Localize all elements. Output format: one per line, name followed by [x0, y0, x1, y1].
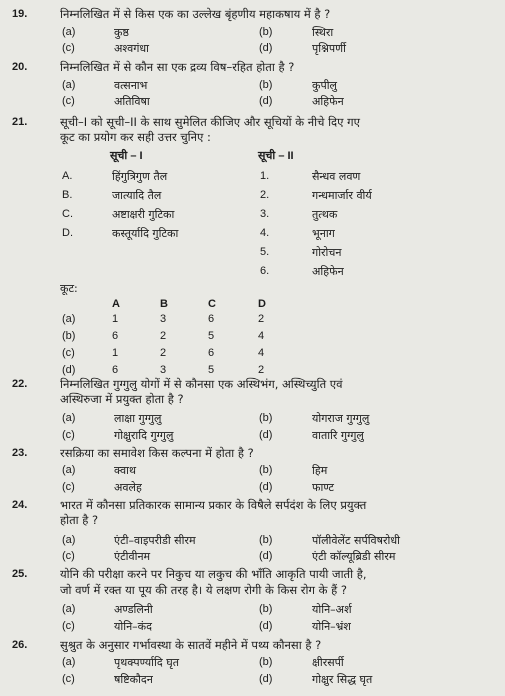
question-number: 23.	[12, 447, 28, 459]
option-label: (b)	[259, 656, 273, 668]
option-label: (a)	[62, 603, 76, 615]
question-number: 26.	[12, 639, 28, 651]
list1-item: हिंगुत्रिगुण तैल	[112, 170, 168, 183]
option-label: (c)	[62, 42, 75, 54]
option-text: पॉलीवेलेंट सर्पविषरोधी	[312, 534, 400, 547]
list2-title: सूची – II	[258, 150, 294, 162]
code-cell: 5	[208, 330, 215, 342]
question-text: जो वर्ण में रक्त या पूय की तरह है। ये लक्षण रोगी के किस रोग के हैं ?	[60, 583, 347, 597]
question-number: 19.	[12, 8, 28, 20]
question-text: रसक्रिया का समावेश किस कल्पना में होता है ?	[60, 446, 254, 460]
code-cell: 3	[160, 313, 167, 325]
question-text: योनि की परीक्षा करने पर निकुच या लकुच की भाँति आकृति पायी जाती है,	[60, 567, 367, 581]
code-cell: 2	[160, 347, 167, 359]
code-cell: 6	[112, 330, 119, 342]
option-text: अवलेह	[114, 481, 142, 494]
question-number: 21.	[12, 116, 28, 128]
list2-label: 3.	[260, 208, 270, 220]
list2-item: अहिफेन	[312, 265, 344, 278]
code-cell: 2	[258, 364, 265, 376]
option-label: (d)	[259, 481, 273, 493]
question-text: कूट का प्रयोग कर सही उत्तर चुनिए :	[60, 130, 211, 144]
option-text: लाक्षा गुग्गुलु	[114, 412, 162, 425]
question-number: 25.	[12, 568, 28, 580]
list1-title: सूची – I	[110, 150, 143, 162]
option-label: (c)	[62, 620, 75, 632]
option-text: गोक्षुर सिद्ध घृत	[312, 673, 373, 686]
list2-label: 4.	[260, 227, 270, 239]
option-label: (d)	[259, 673, 273, 685]
code-title: कूट:	[60, 282, 78, 295]
option-label: (b)	[259, 412, 273, 424]
code-cell: 1	[112, 313, 119, 325]
option-text: अतिविषा	[114, 95, 150, 108]
list2-item: सैन्धव लवण	[312, 170, 361, 183]
list1-label: D.	[62, 227, 73, 239]
option-text: पृश्निपर्णी	[312, 42, 346, 55]
option-label: (d)	[259, 620, 273, 632]
code-row-label: (d)	[62, 364, 76, 376]
list1-item: कस्तूर्यादि गुटिका	[112, 227, 179, 240]
question-text: निम्नलिखित में से कौन सा एक द्रव्य विष–रहित होता है ?	[60, 60, 295, 74]
option-text: अण्डलिनी	[114, 603, 153, 616]
list1-item: जात्यादि तैल	[112, 189, 162, 202]
question-number: 20.	[12, 61, 28, 73]
option-label: (c)	[62, 673, 75, 685]
code-cell: 4	[258, 330, 265, 342]
option-text: कुपीलु	[312, 79, 338, 92]
option-text: कुष्ठ	[114, 26, 129, 39]
option-label: (a)	[62, 26, 76, 38]
code-header: D	[258, 298, 266, 310]
list2-item: भूनाग	[312, 227, 335, 240]
option-label: (a)	[62, 656, 76, 668]
code-cell: 2	[160, 330, 167, 342]
option-label: (c)	[62, 550, 75, 562]
option-label: (c)	[62, 481, 75, 493]
code-header: C	[208, 298, 216, 310]
option-label: (d)	[259, 429, 273, 441]
code-cell: 2	[258, 313, 265, 325]
list2-label: 6.	[260, 265, 270, 277]
question-number: 22.	[12, 378, 28, 390]
code-cell: 1	[112, 347, 119, 359]
option-label: (b)	[259, 534, 273, 546]
question-text: भारत में कौनसा प्रतिकारक सामान्य प्रकार के विषैले सर्पदंश के लिए प्रयुक्त	[60, 498, 367, 512]
list2-item: गोरोचन	[312, 246, 342, 259]
question-text: सुश्रुत के अनुसार गर्भावस्था के सातवें महीने में पथ्य कौनसा है ?	[60, 638, 322, 652]
option-text: एंटी–वाइपरीडी सीरम	[114, 534, 196, 547]
list1-item: अष्टाक्षरी गुटिका	[112, 208, 175, 221]
option-text: एंटी कॉल्यूब्रिडी सीरम	[312, 550, 396, 563]
list2-label: 5.	[260, 246, 270, 258]
code-cell: 6	[208, 347, 215, 359]
option-label: (c)	[62, 95, 75, 107]
option-label: (a)	[62, 534, 76, 546]
option-text: योनि–अर्श	[312, 603, 352, 616]
code-header: B	[160, 298, 168, 310]
option-label: (d)	[259, 550, 273, 562]
option-text: वत्सनाभ	[114, 79, 148, 92]
list1-label: A.	[62, 170, 73, 182]
question-text: निम्नलिखित गुग्गुलु योगों में से कौनसा एक अस्थिभंग, अस्थिच्युति एवं	[60, 377, 343, 391]
option-text: फाण्ट	[312, 481, 334, 494]
option-text: योनि–भ्रंश	[312, 620, 351, 633]
option-text: गोक्षुरादि गुग्गुलु	[114, 429, 174, 442]
option-text: स्थिरा	[312, 26, 334, 39]
code-cell: 4	[258, 347, 265, 359]
option-label: (a)	[62, 464, 76, 476]
code-cell: 6	[112, 364, 119, 376]
question-text: अस्थिरुजा में प्रयुक्त होता है ?	[60, 392, 184, 406]
option-text: अश्वगंधा	[114, 42, 150, 55]
option-label: (b)	[259, 603, 273, 615]
option-text: हिम	[312, 464, 328, 477]
option-label: (b)	[259, 26, 273, 38]
option-text: पृथक्पर्ण्यादि घृत	[114, 656, 179, 669]
question-number: 24.	[12, 499, 28, 511]
list1-label: B.	[62, 189, 73, 201]
question-text: होता है ?	[60, 513, 99, 527]
option-text: क्षीरसर्पी	[312, 656, 344, 669]
option-label: (d)	[259, 95, 273, 107]
option-label: (a)	[62, 79, 76, 91]
option-text: क्वाथ	[114, 464, 136, 477]
code-row-label: (a)	[62, 313, 76, 325]
option-label: (d)	[259, 42, 273, 54]
code-row-label: (c)	[62, 347, 75, 359]
code-header: A	[112, 298, 120, 310]
option-text: योनि–कंद	[114, 620, 152, 633]
code-row-label: (b)	[62, 330, 76, 342]
code-cell: 6	[208, 313, 215, 325]
code-cell: 3	[160, 364, 167, 376]
question-text: निम्नलिखित में से किस एक का उल्लेख बृंहणीय महाकषाय में है ?	[60, 7, 331, 21]
option-text: अहिफेन	[312, 95, 344, 108]
code-cell: 5	[208, 364, 215, 376]
question-text: सूची–I को सूची–II के साथ सुमेलित कीजिए और सूचियों के नीचे दिए गए	[60, 115, 361, 129]
option-label: (b)	[259, 464, 273, 476]
list2-item: गन्धमार्जार वीर्य	[312, 189, 372, 202]
list2-label: 1.	[260, 170, 270, 182]
list2-label: 2.	[260, 189, 270, 201]
option-label: (c)	[62, 429, 75, 441]
option-label: (a)	[62, 412, 76, 424]
option-text: षष्टिकौदन	[114, 673, 153, 686]
list1-label: C.	[62, 208, 73, 220]
option-text: योगराज गुग्गुलु	[312, 412, 370, 425]
list2-item: तुत्थक	[312, 208, 338, 221]
option-label: (b)	[259, 79, 273, 91]
option-text: एंटीवीनम	[114, 550, 151, 563]
option-text: वातारि गुग्गुलु	[312, 429, 364, 442]
